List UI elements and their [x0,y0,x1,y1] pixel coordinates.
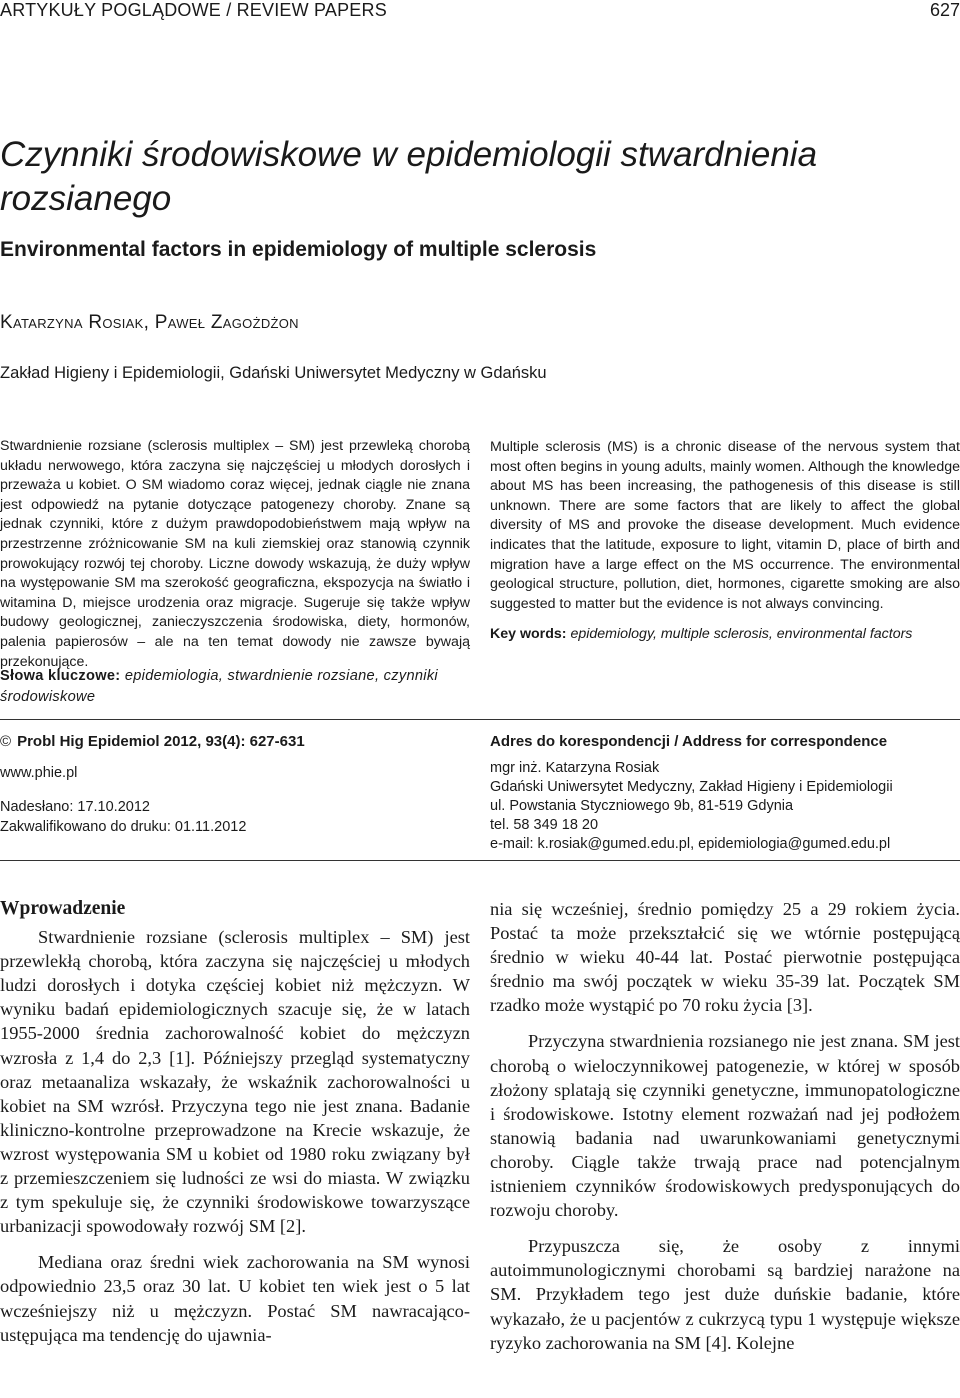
keywords-polish [0,666,470,708]
abstract-polish: Stwardnienie rozsiane (sclerosis multiplex – SM) jest przewleką chorobą układu nerwowego, która zaczyna się najczęściej u młodych dorosłych i przeważa u kobiet. O SM wiadomo coraz więcej, jednak ciągle nie znana jest odpowiedź na pytanie dotyczące patogenezy choroby. Znane są jednak czynniki, które z dużym prawdopodobieństwem mają wpływ na przestrzenne zróżnicowanie SM na kuli ziemskiej oraz stanowią czynnik prowokujący rozwój tej choroby. Liczne dowody wskazują, że duży wpływ na występowanie SM ma szerokość geograficzna, ekspozycja na światło i witamina D, miejsce urodzenia oraz migracje. Sugeruje się także wpływ budowy geologicznej, zanieczyszczenia środowiska, diety, hormonów, palenia papierosów – ale na ten temat dowody nie zawsze bywają przekonujące. [0,438,470,670]
body-paragraph: Mediana oraz średni wiek zachorowania na SM wynosi odpowiednio 23,5 oraz 30 lat. U kobiet ten wiek jest o 5 lat wcześniejszy niż u mężczyzn. Postać SM nawracająco-ustępująca ma tendencję do ujawnia- [0,1252,470,1345]
correspondence-address: ul. Powstania Styczniowego 9b, 81-519 Gdynia [490,798,794,814]
body-paragraph-continued: nia się wcześniej, średnio pomiędzy 25 a 29 rokiem życia. Postać ta może przekształcić się we wtórnie postępującą średnio w wieku 40-44 lat. Postać pierwotnie postępująca średnio ma swój początek w wieku 35-39 lat. Początek SM rzadko może wystąpić po 70 roku życia [3]. [490,899,960,1016]
article-title: Czynniki środowiskowe w epidemiologii stwardnienia rozsianego [0,135,818,218]
body-paragraph: Przyczyna stwardnienia rozsianego nie jest znana. SM jest chorobą o wieloczynnikowej patogenezie, w której w sposób złożony splatają się czynniki genetyczne, immunopatologiczne i środowiskowe. Istotny element rozważań nad jej podłożem stanowią badania nad uwarunkowaniami genetycznymi choroby. Ciągle także trwają prace nad potencjalnym istnieniem czynników środowiskowych predysponujących do rozwoju choroby. [490,1031,960,1221]
correspondence-name: mgr inż. Katarzyna Rosiak [490,760,660,776]
keywords-english-list: epidemiology, multiple sclerosis, environmental factors [570,626,913,642]
section-heading: Wprowadzenie [0,898,126,919]
body-paragraph: Stwardnienie rozsiane (sclerosis multiplex – SM) jest przewlekłą chorobą, która zaczyna się najczęściej u młodych ludzi dorosłych i dotyka częściej kobiet niż mężczyzn. W wyniku badań epidemiologicznych szacuje się, że w latach 1955-2000 średnia zachorowalność kobiet do mężczyzn wzrosła z 1,4 do 2,3 [1]. Późniejszy przegląd systematyczny oraz metaanaliza wskazały, że wskaźnik zachorowalności u kobiet na SM wzrósł. Przyczyna tego nie jest znana. Badanie kliniczno-kontrolne przeprowadzone na Krecie wskazuje, że wzrost występowania SM u kobiet od 1980 roku związany był z przemieszczeniem się ludności ze wsi do miasta. W związku z tym spekuluje się, że czynniki środowiskowe towarzyszące urbanizacji spowodowały rozwój SM [2]. [0,927,470,1237]
running-header [0,0,960,24]
correspondence-phone: tel. 58 349 18 20 [490,817,599,833]
author-list: Katarzyna Rosiak, Paweł Zagożdżon [0,312,299,333]
body-column-left [0,897,470,1347]
received-date: Nadesłano: 17.10.2012 [0,799,150,815]
affiliation: Zakład Higieny i Epidemiologii, Gdański Uniwersytet Medyczny w Gdańsku [0,364,547,382]
divider-top [0,719,960,720]
correspondence-email[interactable]: e-mail: k.rosiak@gumed.edu.pl, epidemiologia@gumed.edu.pl [490,836,891,852]
section-label: ARTYKUŁY POGLĄDOWE / REVIEW PAPERS [0,0,387,20]
website-link[interactable]: www.phie.pl [0,765,78,781]
correspondence-institution: Gdański Uniwersytet Medyczny, Zakład Higieny i Epidemiologii [490,779,893,795]
accepted-date: Zakwalifikowano do druku: 01.11.2012 [0,819,247,835]
citation-text: Probl Hig Epidemiol 2012, 93(4): 627-631 [17,733,305,750]
divider-bottom [0,860,960,861]
copyright-icon: © [0,733,12,750]
keywords-english [490,626,960,642]
correspondence-title: Adres do korespondencji / Address for correspondence [490,733,888,750]
abstract-english: Multiple sclerosis (MS) is a chronic disease of the nervous system that most often begins in young adults, mainly women. Although the knowledge about MS has been increasing, the pathogenesis of this disease is still unknown. There are some factors that are likely to affect the global diversity of MS and provoke the disease development. Much evidence indicates that the latitude, exposure to light, vitamin D, place of birth and migration have a large effect on the MS occurrence. The environmental geological structure, pollution, diet, hormones, cigarette smoking are also suggested to matter but the evidence is not always convincing. [490,439,960,612]
keywords-english-label: Key words: [490,626,567,642]
body-paragraph: Przypuszcza się, że osoby z innymi autoimmunologicznymi chorobami są bardziej narażone na SM. Przykładem tego jest duże duńskie badanie, które wykazało, że u pacjentów z cukrzycą typu 1 występuje większe ryzyko zachorowania na SM [4]. Kolejne [490,1236,960,1353]
body-column-right [490,897,960,1355]
citation [0,733,305,750]
keywords-polish-label: Słowa kluczowe: [0,668,121,684]
article-subtitle: Environmental factors in epidemiology of multiple sclerosis [0,238,597,261]
page-number: 627 [929,0,960,20]
keywords-polish-list: epidemiologia, stwardnienie rozsiane, czynniki środowiskowe [0,668,438,705]
